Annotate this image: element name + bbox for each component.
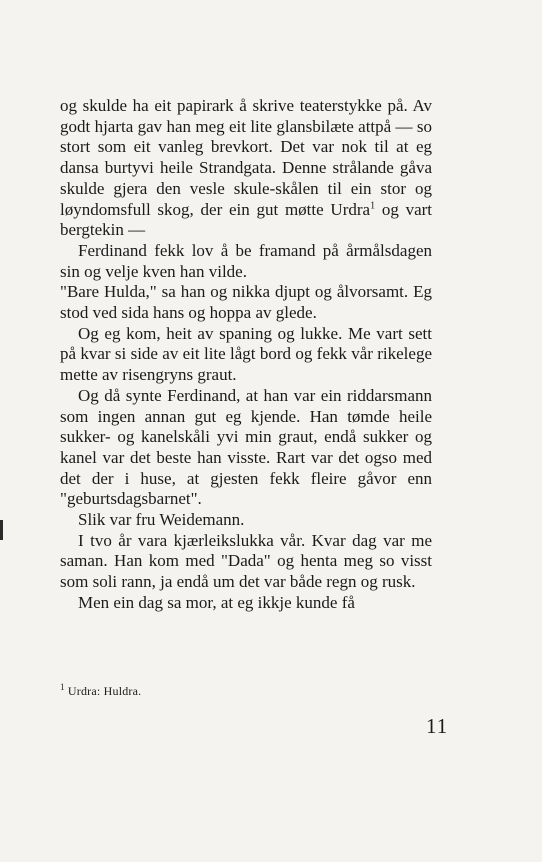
paragraph-1-text-end: og vart bergtekin — — [60, 199, 432, 240]
paragraph-5: Og då synte Ferdinand, at han var ein riddarsmann som ingen annan gut eg kjende. Han tømde heile sukker- og kanelskåli yvi min graut, endå sukker og kanel var det beste han visste. Rart var det ogso med det der i huse, at gjesten fekk fleire gåvor enn "geburtsdagsbarnet". — [60, 385, 432, 509]
footnote — [60, 684, 432, 698]
paragraph-1 — [60, 96, 432, 241]
paragraph-2: Ferdinand fekk lov å be framand på årmålsdagen sin og velje kven han vilde. — [60, 240, 432, 281]
footnote-text: Urdra: Huldra. — [67, 684, 142, 698]
footnote-number: 1 — [60, 682, 65, 692]
paragraph-7: I tvo år vara kjærleikslukka vår. Kvar dag var me saman. Han kom med "Dada" og henta meg so visst som soli rann, ja endå um det var både regn og rusk. — [60, 530, 432, 592]
paragraph-8: Men ein dag sa mor, at eg ikkje kunde få — [78, 592, 355, 612]
paragraph-4: Og eg kom, heit av spaning og lukke. Me vart sett på kvar si side av eit lite lågt bord og fekk vår rikelege mette av risengryns graut. — [60, 323, 432, 385]
body-text — [60, 96, 432, 614]
scan-edge-mark — [0, 520, 3, 540]
paragraph-6: Slik var fru Weidemann. — [78, 510, 245, 530]
paragraph-3: "Bare Hulda," sa han og nikka djupt og ålvorsamt. Eg stod ved sida hans og hoppa av glede. — [60, 282, 432, 323]
footnote-reference: 1 — [370, 199, 376, 211]
paragraph-1-text: og skulde ha eit papirark å skrive teaterstykke på. Av godt hjarta gav han meg eit lite glansbilæte attpå — so stort som eit vanleg brevkort. Det var nok til at eg dansa burtyvi heile Strandgata. Denne strålande gåva skulde gjera den vesle skule-skålen til ein stor og løyndomsfull skog, der ein gut møtte Urdra — [60, 96, 432, 219]
page-number: 11 — [426, 714, 449, 738]
